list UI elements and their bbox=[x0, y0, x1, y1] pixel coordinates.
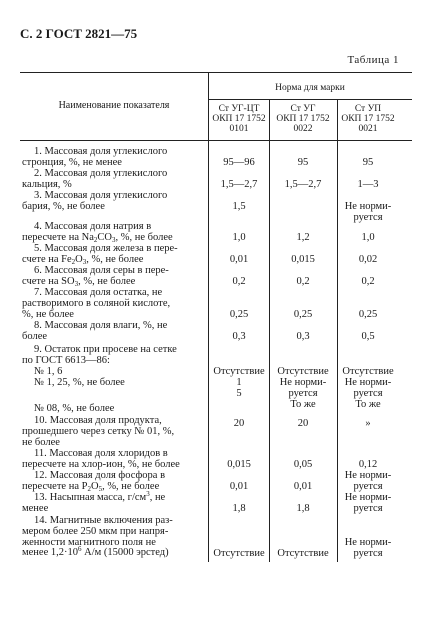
row-3-label: 3. Массовая доля углекислого бария, %, не более bbox=[22, 190, 168, 212]
row-3-col3: Не норми- руется bbox=[344, 201, 392, 223]
row-11-col2: 0,05 bbox=[293, 459, 313, 470]
row-10-col3: » bbox=[365, 418, 371, 429]
row-10-col1: 20 bbox=[233, 418, 245, 429]
row-9-col1: Отсутствие bbox=[213, 366, 265, 377]
row-5-col2: 0,015 bbox=[291, 254, 315, 265]
column-divider-1 bbox=[208, 72, 209, 562]
row-7-col3: 0,25 bbox=[358, 309, 378, 320]
page-header: С. 2 ГОСТ 2821—75 bbox=[20, 26, 138, 41]
row-8-col1: 0,3 bbox=[232, 331, 246, 342]
row-12-label: 12. Массовая доля фосфора в пересчете на $P_2O_5$, %, не более bbox=[22, 470, 166, 493]
row-8-label: 8. Массовая доля влаги, %, не более bbox=[22, 320, 168, 342]
row-14-col1: Отсутствие bbox=[213, 548, 265, 559]
row-9b-col2: Не норми- руется bbox=[279, 377, 327, 399]
group-header-rule bbox=[208, 99, 412, 100]
row-11-col3: 0,12 bbox=[358, 459, 378, 470]
row-8-col2: 0,3 bbox=[296, 331, 310, 342]
row-1-col2: 95 bbox=[297, 157, 309, 168]
row-5-col3: 0,02 bbox=[358, 254, 378, 265]
col1-okp: ОКП 17 1752 bbox=[212, 114, 266, 124]
row-13-col2: 1,8 bbox=[296, 503, 310, 514]
col3-code: 0021 bbox=[358, 124, 378, 134]
row-9c-label: № 08, %, не более bbox=[34, 403, 115, 414]
row-14-label: 14. Магнитные включения раз- мером более 250 мкм при напря- женности магнитного поля не менее $1,2\cdot 10^6$ А/м (15000 эрстед) bbox=[22, 515, 173, 559]
row-7-col1: 0,25 bbox=[229, 309, 249, 320]
row-12-col3: Не норми- руется bbox=[344, 470, 392, 492]
col1-code: 0101 bbox=[229, 124, 249, 134]
col2-okp: ОКП 17 1752 bbox=[276, 114, 330, 124]
row-12-col1: 0,01 bbox=[229, 481, 249, 492]
table-top-rule bbox=[20, 72, 412, 73]
row-1-col3: 95 bbox=[362, 157, 374, 168]
row-6-col2: 0,2 bbox=[296, 276, 310, 287]
row-1-label: 1. Массовая доля углекислого стронция, %, не менее bbox=[22, 146, 168, 168]
row-14-col3: Не норми- руется bbox=[344, 537, 392, 559]
col3-header bbox=[338, 104, 398, 134]
table-caption: Таблица 1 bbox=[347, 54, 399, 66]
row-9c-col1: 5 bbox=[236, 388, 242, 399]
row-9c-col2: То же bbox=[290, 399, 316, 410]
header-bottom-rule bbox=[20, 140, 412, 141]
row-7-label: 7. Массовая доля остатка, не растворимого в соляной кислоте, %, не более bbox=[22, 287, 171, 320]
row-2-col1: 1,5—2,7 bbox=[220, 179, 258, 190]
row-4-col1: 1,0 bbox=[232, 232, 246, 243]
row-10-label: 10. Массовая доля продукта, прошедшего через сетку № 01, %, не более bbox=[22, 415, 175, 448]
row-9b-col1: 1 bbox=[236, 377, 242, 388]
row-11-label: 11. Массовая доля хлоридов в пересчете на хлор-ион, %, не более bbox=[22, 448, 180, 470]
row-7-col2: 0,25 bbox=[293, 309, 313, 320]
row-1-col1: 95—96 bbox=[223, 157, 255, 168]
row-5-label: 5. Массовая доля железа в пере- счете на $Fe_2O_3$, %, не более bbox=[22, 243, 178, 266]
col1-grade: Ст УГ-ЦТ bbox=[218, 104, 260, 114]
col2-code: 0022 bbox=[293, 124, 313, 134]
row-9b-col3: Не норми- руется bbox=[344, 377, 392, 399]
row-13-col1: 1,8 bbox=[232, 503, 246, 514]
row-5-col1: 0,01 bbox=[229, 254, 249, 265]
row-9-label: 9. Остаток при просеве на сетке по ГОСТ 6613—86: № 1, 6 bbox=[22, 344, 177, 377]
col2-header bbox=[270, 104, 336, 134]
row-13-label: 13. Насыпная масса, $г/см^3$, не менее bbox=[22, 490, 166, 514]
row-6-label: 6. Массовая доля серы в пере- счете на $SO_3$, %, не более bbox=[22, 265, 169, 288]
col3-grade: Ст УП bbox=[354, 104, 382, 114]
row-9b-label: № 1, 25, %, не более bbox=[34, 377, 125, 388]
row-14-col2: Отсутствие bbox=[277, 548, 329, 559]
row-3-col1: 1,5 bbox=[232, 201, 246, 212]
col3-okp: ОКП 17 1752 bbox=[341, 114, 395, 124]
row-4-col3: 1,0 bbox=[361, 232, 375, 243]
row-2-label: 2. Массовая доля углекислого кальция, % bbox=[22, 168, 168, 190]
row-9-col2: Отсутствие bbox=[277, 366, 329, 377]
row-6-col3: 0,2 bbox=[361, 276, 375, 287]
indicator-header: Наименование показателя bbox=[58, 100, 170, 111]
row-9-col3: Отсутствие bbox=[342, 366, 394, 377]
row-2-col3: 1—3 bbox=[357, 179, 379, 190]
col2-grade: Ст УГ bbox=[290, 104, 316, 114]
norm-group-header: Норма для марки bbox=[275, 83, 345, 93]
row-2-col2: 1,5—2,7 bbox=[284, 179, 322, 190]
row-11-col1: 0,015 bbox=[227, 459, 251, 470]
row-10-col2: 20 bbox=[297, 418, 309, 429]
col1-header bbox=[210, 104, 268, 134]
row-12-col2: 0,01 bbox=[293, 481, 313, 492]
row-4-col2: 1,2 bbox=[296, 232, 310, 243]
row-8-col3: 0,5 bbox=[361, 331, 375, 342]
row-9c-col3: То же bbox=[355, 399, 381, 410]
row-6-col1: 0,2 bbox=[232, 276, 246, 287]
row-4-label: 4. Массовая доля натрия в пересчете на $Na_2CO_3$, %, не более bbox=[22, 221, 173, 244]
row-13-col3: Не норми- руется bbox=[344, 492, 392, 514]
